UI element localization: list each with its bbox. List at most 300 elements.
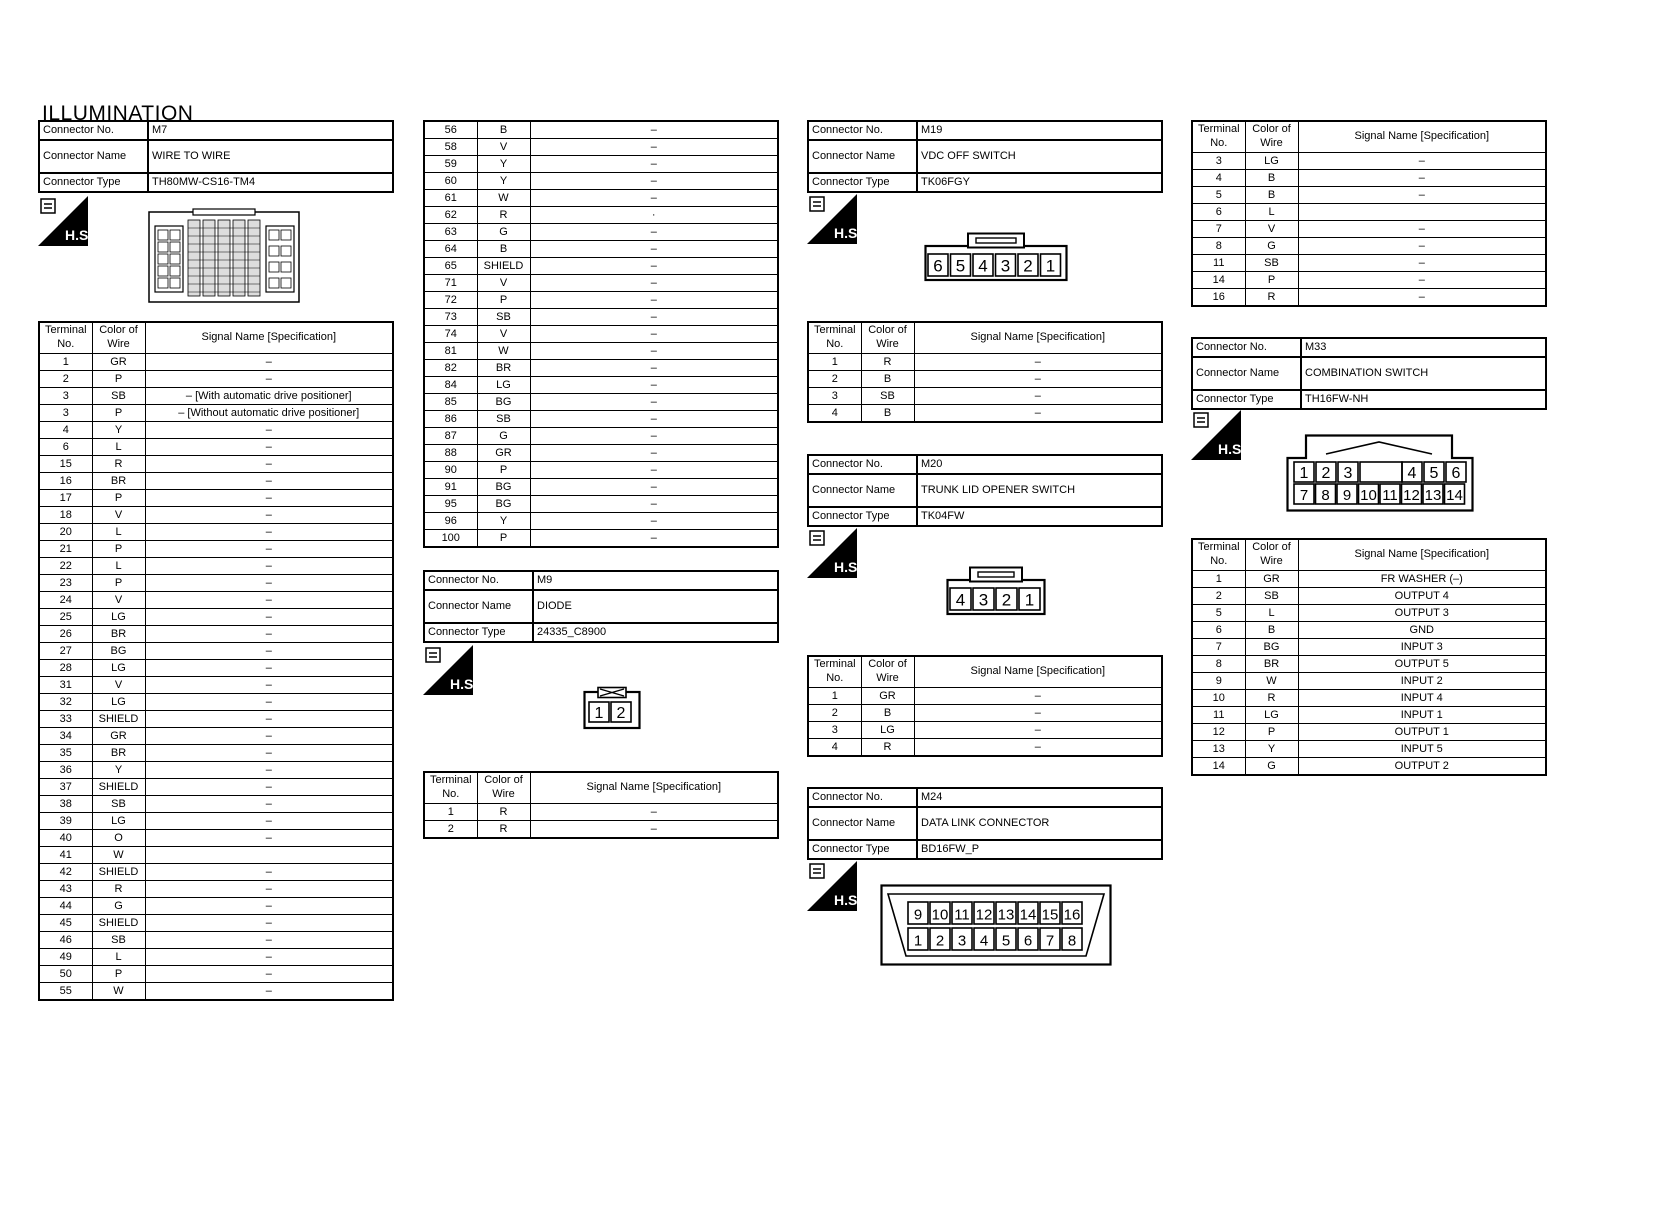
terminal-row: [1192, 622, 1546, 639]
terminal-row: [808, 388, 1162, 405]
connector-no-label: Connector No.: [808, 788, 917, 807]
terminal-row: [39, 796, 393, 813]
terminal-row: [39, 677, 393, 694]
signal-name-cell: –: [530, 530, 778, 548]
signal-name-cell: –: [914, 739, 1162, 757]
connector-name-value: COMBINATION SWITCH: [1301, 357, 1546, 390]
signal-name-cell: –: [145, 864, 393, 881]
terminal-no-cell: 56: [424, 121, 477, 139]
wire-color-cell: LG: [92, 609, 145, 626]
terminal-no-header: Terminal No.: [1192, 539, 1245, 571]
wire-color-cell: G: [1245, 758, 1298, 776]
terminal-no-cell: 5: [1192, 605, 1245, 622]
terminal-no-cell: 86: [424, 411, 477, 428]
signal-name-cell: –: [530, 292, 778, 309]
pin-label: 1: [594, 705, 604, 722]
svg-text:H.S.: H.S.: [834, 559, 862, 575]
terminal-no-cell: 14: [1192, 758, 1245, 776]
terminal-row: [424, 821, 778, 839]
terminal-row: [424, 139, 778, 156]
wire-color-cell: V: [92, 507, 145, 524]
wire-color-cell: W: [477, 190, 530, 207]
svg-text:H.S.: H.S.: [1218, 441, 1246, 457]
terminal-row: [1192, 741, 1546, 758]
terminal-no-cell: 72: [424, 292, 477, 309]
signal-name-cell: INPUT 2: [1298, 673, 1546, 690]
signal-name-cell: –: [530, 190, 778, 207]
signal-name-cell: OUTPUT 1: [1298, 724, 1546, 741]
harness-side-icon: [423, 645, 478, 695]
wire-color-cell: Y: [92, 762, 145, 779]
color-of-wire-header: Color of Wire: [92, 322, 145, 354]
terminal-no-cell: 3: [1192, 153, 1245, 170]
terminal-table-m24: [1191, 120, 1547, 307]
terminal-row: [424, 309, 778, 326]
terminal-row: [424, 292, 778, 309]
pin-label: 1: [913, 932, 923, 950]
terminal-row: [39, 354, 393, 371]
wire-color-cell: G: [1245, 238, 1298, 255]
pin-label: 2: [935, 932, 945, 950]
signal-name-cell: –: [145, 456, 393, 473]
signal-name-cell: –: [530, 343, 778, 360]
terminal-no-cell: 34: [39, 728, 92, 745]
signal-name-cell: –: [1298, 187, 1546, 204]
harness-side-icon: [1191, 410, 1246, 460]
terminal-no-cell: 1: [808, 354, 861, 371]
connector-name-value: WIRE TO WIRE: [148, 140, 393, 173]
wire-color-cell: W: [92, 847, 145, 864]
signal-name-cell: –: [145, 660, 393, 677]
signal-name-cell: –: [145, 949, 393, 966]
signal-name-cell: OUTPUT 5: [1298, 656, 1546, 673]
terminal-row: [1192, 153, 1546, 170]
signal-name-cell: –: [530, 309, 778, 326]
wire-color-cell: V: [477, 275, 530, 292]
terminal-table-m9: [423, 771, 779, 839]
signal-name-cell: –: [530, 411, 778, 428]
terminal-row: [39, 575, 393, 592]
wire-color-cell: L: [92, 439, 145, 456]
terminal-row: [424, 241, 778, 258]
connector-face-m24: [880, 884, 1112, 971]
color-of-wire-header: Color of Wire: [1245, 539, 1298, 571]
pin-label: 4: [955, 590, 966, 610]
terminal-row: [39, 439, 393, 456]
signal-name-cell: –: [530, 275, 778, 292]
terminal-no-cell: 40: [39, 830, 92, 847]
terminal-no-cell: 46: [39, 932, 92, 949]
terminal-row: [1192, 187, 1546, 204]
wire-color-cell: L: [1245, 204, 1298, 221]
wire-color-cell: B: [477, 121, 530, 139]
terminal-row: [39, 881, 393, 898]
terminal-no-cell: 55: [39, 983, 92, 1001]
signal-name-cell: –: [145, 932, 393, 949]
wire-color-cell: Y: [92, 422, 145, 439]
wire-color-cell: LG: [861, 722, 914, 739]
terminal-no-cell: 12: [1192, 724, 1245, 741]
signal-name-cell: OUTPUT 2: [1298, 758, 1546, 776]
signal-name-cell: –: [145, 983, 393, 1001]
terminal-row: [39, 388, 393, 405]
connector-type-label: Connector Type: [808, 507, 917, 526]
pin-label: 13: [1424, 487, 1442, 504]
terminal-no-cell: 2: [1192, 588, 1245, 605]
terminal-no-cell: 59: [424, 156, 477, 173]
terminal-row: [808, 722, 1162, 739]
terminal-no-cell: 2: [808, 705, 861, 722]
wire-color-cell: B: [1245, 187, 1298, 204]
terminal-row: [39, 813, 393, 830]
wire-color-cell: P: [92, 575, 145, 592]
svg-text:H.S.: H.S.: [65, 227, 93, 243]
wire-color-cell: BG: [1245, 639, 1298, 656]
wire-color-cell: V: [92, 677, 145, 694]
terminal-row: [424, 479, 778, 496]
signal-name-cell: –: [145, 422, 393, 439]
signal-name-cell: –: [530, 428, 778, 445]
pin-cavity: [1360, 462, 1402, 482]
wire-color-cell: SHIELD: [92, 915, 145, 932]
signal-name-cell: FR WASHER (–): [1298, 571, 1546, 588]
terminal-no-cell: 43: [39, 881, 92, 898]
signal-name-cell: –: [530, 173, 778, 190]
terminal-row: [424, 121, 778, 139]
terminal-no-cell: 1: [808, 688, 861, 705]
wire-color-cell: V: [477, 326, 530, 343]
connector-info-m7: [38, 120, 394, 193]
pin-label: 5: [1001, 932, 1011, 950]
signal-name-cell: –: [145, 575, 393, 592]
signal-name-cell: –: [914, 388, 1162, 405]
signal-name-cell: –: [530, 821, 778, 839]
connector-info-m24: [807, 787, 1163, 860]
connector-name-value: DATA LINK CONNECTOR: [917, 807, 1162, 840]
pin-label: 3: [1000, 256, 1011, 276]
wire-color-cell: R: [1245, 289, 1298, 307]
terminal-no-cell: 49: [39, 949, 92, 966]
signal-name-cell: INPUT 1: [1298, 707, 1546, 724]
pin-label: 10: [1360, 487, 1377, 504]
pin-label: 4: [978, 256, 988, 276]
terminal-no-cell: 3: [39, 405, 92, 422]
terminal-row: [808, 354, 1162, 371]
terminal-row: [39, 762, 393, 779]
terminal-no-cell: 61: [424, 190, 477, 207]
signal-name-cell: –: [145, 643, 393, 660]
terminal-no-cell: 41: [39, 847, 92, 864]
connector-no-label: Connector No.: [1192, 338, 1301, 357]
signal-name-cell: –: [530, 156, 778, 173]
signal-name-header: Signal Name [Specification]: [914, 322, 1162, 354]
connector-type-value: 24335_C8900: [533, 623, 778, 642]
terminal-row: [39, 660, 393, 677]
connector-no-label: Connector No.: [808, 121, 917, 140]
wire-color-cell: R: [92, 456, 145, 473]
terminal-row: [39, 490, 393, 507]
wire-color-cell: BG: [477, 394, 530, 411]
terminal-no-cell: 50: [39, 966, 92, 983]
terminal-row: [39, 507, 393, 524]
terminal-no-cell: 2: [39, 371, 92, 388]
signal-name-cell: –: [145, 609, 393, 626]
signal-name-cell: –: [145, 473, 393, 490]
wire-color-cell: GR: [92, 354, 145, 371]
terminal-row: [1192, 724, 1546, 741]
terminal-no-cell: 84: [424, 377, 477, 394]
terminal-no-cell: 3: [39, 388, 92, 405]
terminal-no-header: Terminal No.: [808, 656, 861, 688]
terminal-no-cell: 1: [39, 354, 92, 371]
signal-name-cell: –: [145, 694, 393, 711]
connector-name-label: Connector Name: [808, 807, 917, 840]
signal-name-cell: ·: [530, 207, 778, 224]
connector-name-value: VDC OFF SWITCH: [917, 140, 1162, 173]
terminal-row: [1192, 605, 1546, 622]
connector-face-m33: [1286, 434, 1474, 517]
terminal-no-cell: 32: [39, 694, 92, 711]
wire-color-cell: G: [477, 224, 530, 241]
terminal-row: [39, 949, 393, 966]
signal-name-cell: –: [530, 241, 778, 258]
connector-type-value: TK04FW: [917, 507, 1162, 526]
connector-type-value: TH16FW-NH: [1301, 390, 1546, 409]
terminal-no-cell: 7: [1192, 639, 1245, 656]
terminal-row: [1192, 204, 1546, 221]
signal-name-cell: –: [145, 966, 393, 983]
signal-name-cell: –: [1298, 153, 1546, 170]
connector-name-label: Connector Name: [808, 140, 917, 173]
terminal-row: [39, 524, 393, 541]
terminal-no-cell: 22: [39, 558, 92, 575]
wire-color-cell: BR: [1245, 656, 1298, 673]
signal-name-cell: –: [145, 813, 393, 830]
connector-type-label: Connector Type: [808, 173, 917, 192]
signal-name-cell: –: [145, 490, 393, 507]
wire-color-cell: SB: [1245, 255, 1298, 272]
wire-color-cell: SHIELD: [92, 711, 145, 728]
wire-color-cell: P: [477, 530, 530, 548]
color-of-wire-header: Color of Wire: [477, 772, 530, 804]
pin-label: 8: [1067, 932, 1077, 950]
wire-color-cell: SB: [92, 796, 145, 813]
terminal-no-cell: 11: [1192, 707, 1245, 724]
terminal-no-cell: 3: [808, 722, 861, 739]
signal-name-cell: –: [1298, 170, 1546, 187]
wire-color-cell: SB: [477, 411, 530, 428]
signal-name-cell: –: [914, 705, 1162, 722]
connector-name-label: Connector Name: [808, 474, 917, 507]
wire-color-cell: R: [477, 207, 530, 224]
terminal-row: [39, 711, 393, 728]
pin-label: 2: [1321, 465, 1331, 482]
connector-no-value: M33: [1301, 338, 1546, 357]
signal-name-cell: –: [914, 354, 1162, 371]
pin-label: 3: [1343, 465, 1353, 482]
wire-color-cell: B: [1245, 622, 1298, 639]
signal-name-cell: GND: [1298, 622, 1546, 639]
signal-name-cell: –: [145, 796, 393, 813]
connector-face-m7: [148, 208, 302, 311]
wire-color-cell: P: [92, 405, 145, 422]
terminal-no-cell: 11: [1192, 255, 1245, 272]
connector-type-value: TK06FGY: [917, 173, 1162, 192]
terminal-no-cell: 85: [424, 394, 477, 411]
terminal-no-cell: 33: [39, 711, 92, 728]
terminal-no-cell: 6: [1192, 622, 1245, 639]
terminal-no-cell: 62: [424, 207, 477, 224]
harness-side-icon: [38, 196, 93, 246]
signal-name-cell: –: [145, 711, 393, 728]
signal-name-cell: –: [530, 224, 778, 241]
signal-name-cell: –: [145, 541, 393, 558]
terminal-no-cell: 87: [424, 428, 477, 445]
wire-color-cell: SB: [92, 932, 145, 949]
terminal-row: [424, 411, 778, 428]
pin-label: 7: [1045, 932, 1055, 950]
signal-name-cell: –: [145, 728, 393, 745]
signal-name-cell: –: [145, 439, 393, 456]
terminal-no-cell: 88: [424, 445, 477, 462]
wire-color-cell: LG: [92, 694, 145, 711]
terminal-no-cell: 31: [39, 677, 92, 694]
terminal-row: [808, 688, 1162, 705]
wire-color-cell: P: [92, 966, 145, 983]
signal-name-cell: –: [530, 360, 778, 377]
wire-color-cell: B: [861, 705, 914, 722]
terminal-no-cell: 15: [39, 456, 92, 473]
svg-text:H.S.: H.S.: [834, 892, 862, 908]
terminal-no-cell: 96: [424, 513, 477, 530]
terminal-no-cell: 23: [39, 575, 92, 592]
terminal-no-header: Terminal No.: [39, 322, 92, 354]
connector-name-label: Connector Name: [1192, 357, 1301, 390]
signal-name-cell: –: [145, 915, 393, 932]
terminal-no-cell: 20: [39, 524, 92, 541]
terminal-no-cell: 4: [808, 739, 861, 757]
terminal-no-cell: 4: [808, 405, 861, 423]
signal-name-cell: [1298, 204, 1546, 221]
signal-name-cell: –: [1298, 272, 1546, 289]
terminal-table-m7: [38, 321, 394, 1001]
terminal-row: [424, 530, 778, 548]
connector-name-value: DIODE: [533, 590, 778, 623]
wire-color-cell: P: [92, 490, 145, 507]
pin-label: 5: [1429, 465, 1439, 482]
signal-name-cell: –: [145, 745, 393, 762]
terminal-no-cell: 44: [39, 898, 92, 915]
wire-color-cell: G: [92, 898, 145, 915]
wire-color-cell: Y: [477, 513, 530, 530]
terminal-no-cell: 2: [808, 371, 861, 388]
terminal-no-cell: 10: [1192, 690, 1245, 707]
harness-side-icon: [807, 528, 862, 578]
terminal-no-cell: 39: [39, 813, 92, 830]
terminal-row: [808, 739, 1162, 757]
wire-color-cell: R: [1245, 690, 1298, 707]
connector-no-label: Connector No.: [39, 121, 148, 140]
terminal-no-cell: 5: [1192, 187, 1245, 204]
signal-name-cell: –: [530, 394, 778, 411]
signal-name-header: Signal Name [Specification]: [145, 322, 393, 354]
terminal-no-cell: 27: [39, 643, 92, 660]
terminal-row: [1192, 707, 1546, 724]
terminal-row: [1192, 690, 1546, 707]
terminal-row: [39, 456, 393, 473]
signal-name-cell: –: [145, 507, 393, 524]
wire-color-cell: SHIELD: [92, 864, 145, 881]
terminal-no-cell: 13: [1192, 741, 1245, 758]
wire-color-cell: V: [477, 139, 530, 156]
wire-color-cell: Y: [1245, 741, 1298, 758]
wire-color-cell: B: [861, 405, 914, 423]
connector-type-label: Connector Type: [39, 173, 148, 192]
terminal-row: [39, 626, 393, 643]
terminal-no-cell: 7: [1192, 221, 1245, 238]
signal-name-cell: –: [530, 804, 778, 821]
connector-name-label: Connector Name: [424, 590, 533, 623]
terminal-no-cell: 16: [1192, 289, 1245, 307]
pin-label: 15: [1041, 906, 1059, 924]
wire-color-cell: BR: [92, 473, 145, 490]
terminal-row: [424, 445, 778, 462]
terminal-row: [1192, 656, 1546, 673]
terminal-row: [424, 224, 778, 241]
terminal-row: [424, 496, 778, 513]
pin-label: 11: [1382, 487, 1398, 504]
wire-color-cell: W: [477, 343, 530, 360]
terminal-row: [424, 275, 778, 292]
connector-type-label: Connector Type: [808, 840, 917, 859]
wire-color-cell: V: [1245, 221, 1298, 238]
signal-name-header: Signal Name [Specification]: [914, 656, 1162, 688]
pin-label: 1: [1045, 256, 1056, 276]
pin-label: 9: [1342, 487, 1352, 504]
terminal-row: [39, 898, 393, 915]
pin-label: 9: [913, 906, 923, 924]
signal-name-cell: –: [914, 688, 1162, 705]
wire-color-cell: L: [1245, 605, 1298, 622]
terminal-row: [1192, 255, 1546, 272]
wire-color-cell: B: [1245, 170, 1298, 187]
pin-label: 6: [933, 256, 943, 276]
terminal-row: [39, 932, 393, 949]
signal-name-cell: OUTPUT 4: [1298, 588, 1546, 605]
signal-name-cell: –: [530, 326, 778, 343]
terminal-no-cell: 6: [1192, 204, 1245, 221]
signal-name-cell: –: [145, 626, 393, 643]
terminal-row: [424, 207, 778, 224]
color-of-wire-header: Color of Wire: [1245, 121, 1298, 153]
wire-color-cell: SB: [1245, 588, 1298, 605]
terminal-row: [424, 394, 778, 411]
terminal-table-m33: [1191, 538, 1547, 776]
terminal-row: [424, 173, 778, 190]
pin-label: 8: [1321, 487, 1330, 504]
terminal-no-cell: 28: [39, 660, 92, 677]
terminal-no-header: Terminal No.: [1192, 121, 1245, 153]
wire-color-cell: BR: [92, 626, 145, 643]
signal-name-cell: OUTPUT 3: [1298, 605, 1546, 622]
terminal-row: [39, 915, 393, 932]
terminal-no-cell: 65: [424, 258, 477, 275]
terminal-no-cell: 71: [424, 275, 477, 292]
terminal-row: [39, 847, 393, 864]
signal-name-cell: INPUT 3: [1298, 639, 1546, 656]
pin-label: 11: [954, 906, 970, 924]
terminal-no-cell: 14: [1192, 272, 1245, 289]
